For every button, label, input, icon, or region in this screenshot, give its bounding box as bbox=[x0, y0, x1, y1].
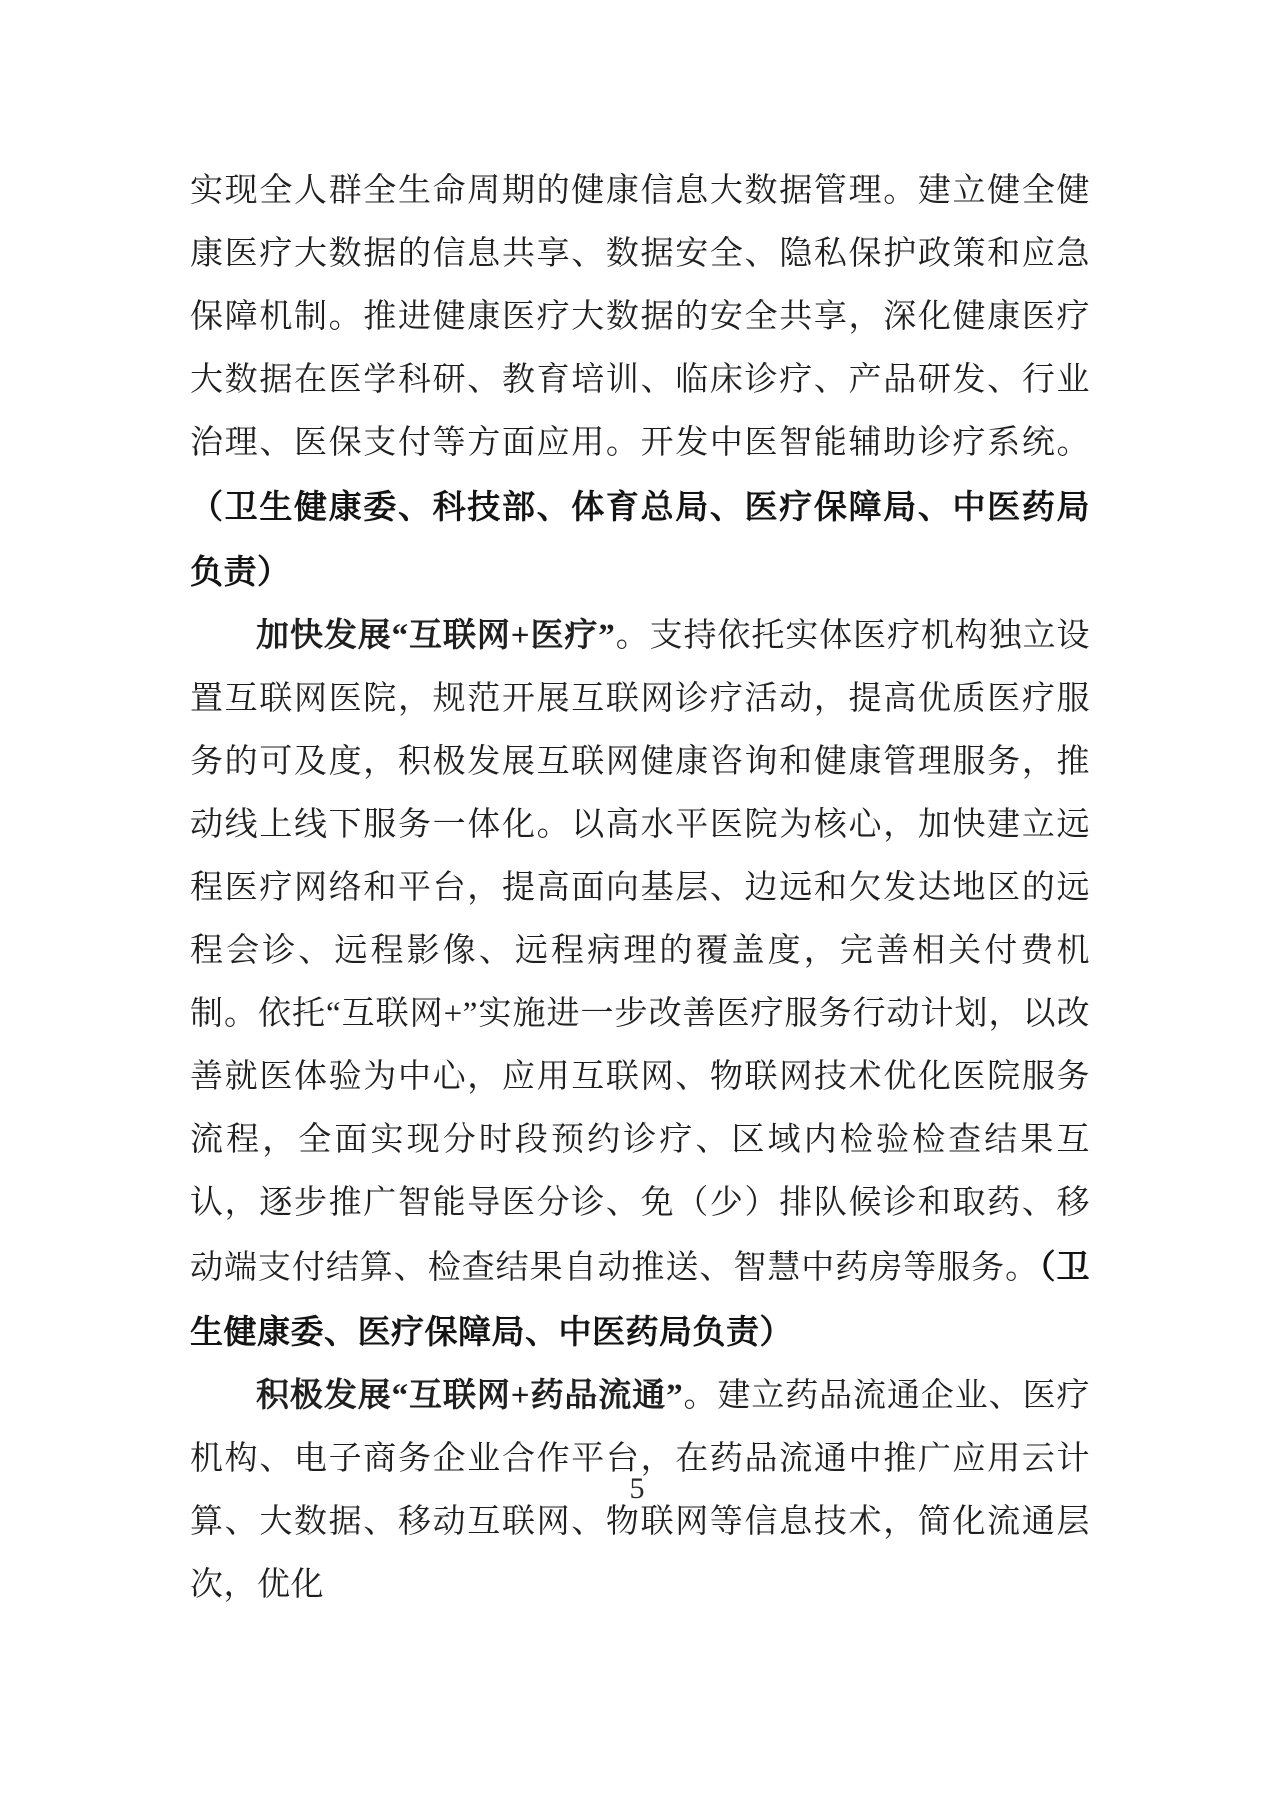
page-number: 5 bbox=[629, 1472, 645, 1505]
text-segment: 积极发展“互联网+药品流通” bbox=[256, 1378, 684, 1414]
text-segment: 。建立药品流通企业、医疗机构、电子商务企业合作平台，在药品流通中推广应用云计算、大数据、移动互联网、物联网等信息技术，简化流通层次，优化 bbox=[190, 1378, 1090, 1603]
text-segment: 加快发展“互联网+医疗” bbox=[256, 618, 616, 654]
text-segment: 实现全人群全生命周期的健康信息大数据管理。建立健全健康医疗大数据的信息共享、数据安全、隐私保护政策和应急保障机制。推进健康医疗大数据的安全共享，深化健康医疗大数据在医学科研、教育培训、临床诊疗、产品研发、行业治理、医保支付等方面应用。开发中医智能辅助诊疗系统。 bbox=[190, 173, 1090, 461]
text-segment: （卫生健康委、科技部、体育总局、医疗保障局、中医药局负责） bbox=[190, 488, 1090, 590]
paragraph bbox=[190, 605, 1090, 1365]
text-segment: 。支持依托实体医疗机构独立设置互联网医院，规范开展互联网诊疗活动，提高优质医疗服务的可及度，积极发展互联网健康咨询和健康管理服务，推动线上线下服务一体化。以高水平医院为核心，加快建立远程医疗网络和平台，提高面向基层、边远和欠发达地区的远程会诊、远程影像、远程病理的覆盖度，完善相关付费机制。依托“互联网+”实施进一步改善医疗服务行动计划，以改善就医体验为中心，应用互联网、物联网技术优化医院服务流程，全面实现分时段预约诊疗、区域内检验检查结果互认，逐步推广智能导医分诊、免（少）排队候诊和取药、移动端支付结算、检查结果自动推送、智慧中药房等服务。 bbox=[190, 618, 1091, 1286]
text-segment: （卫生健康委、医疗保障局、中医药局负责） bbox=[190, 1248, 1091, 1350]
paragraph bbox=[190, 160, 1090, 605]
document-body bbox=[190, 160, 1090, 1617]
